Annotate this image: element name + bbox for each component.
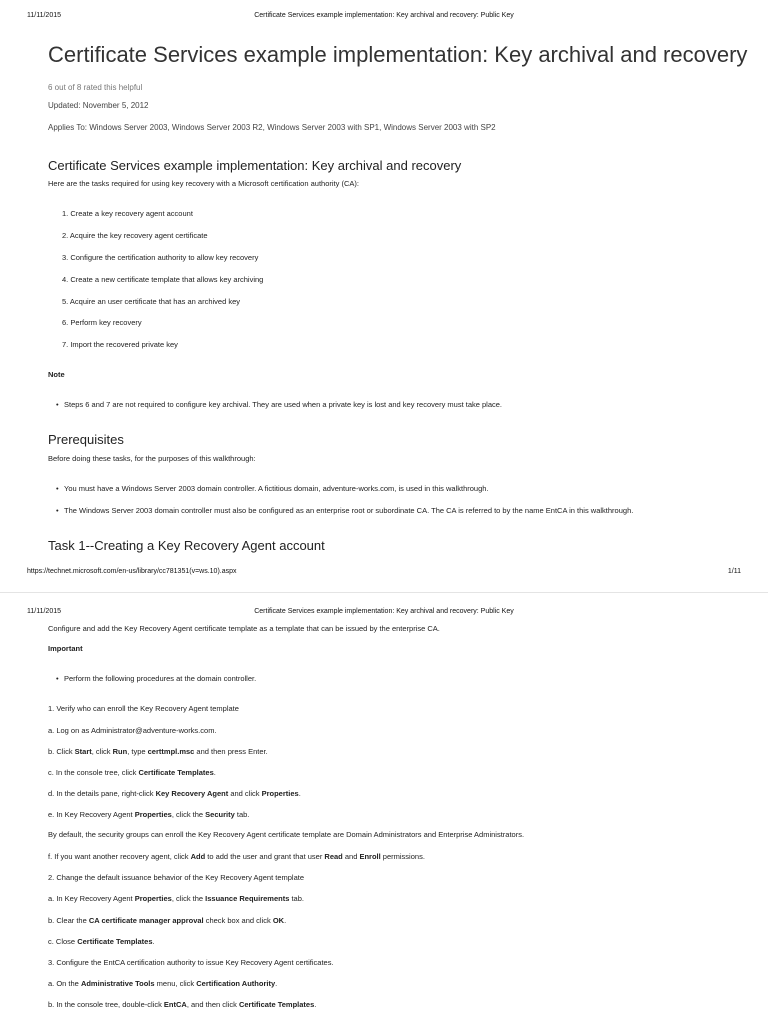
text-segment: , type [127, 747, 148, 756]
ui-term-bold: Read [324, 852, 343, 861]
ui-term-bold: Properties [134, 810, 172, 819]
note-item: • Steps 6 and 7 are not required to configure key archival. They are used when a private key is lost and key recovery must take place. [64, 400, 502, 409]
page-header [0, 608, 768, 620]
ui-term-bold: certtmpl.msc [147, 747, 195, 756]
step-1b [48, 747, 268, 756]
page-2 [0, 600, 768, 1024]
text-segment: , click [91, 747, 113, 756]
task-item: 2. Acquire the key recovery agent certificate [62, 231, 208, 240]
ui-term-bold: Administrative Tools [80, 979, 155, 988]
step-1a: a. Log on as Administrator@adventure-works.com. [48, 726, 217, 735]
text-segment: b. In the console tree, double-click [48, 1000, 164, 1009]
text-segment: . [213, 768, 216, 777]
text-segment: . [314, 1000, 317, 1009]
ui-term-bold: Certificate Templates [77, 937, 153, 946]
step-1e [48, 810, 249, 819]
ui-term-bold: Security [205, 810, 235, 819]
prerequisite-item: • The Windows Server 2003 domain controller must also be configured as an enterprise root or subordinate CA. The CA is referred to by the name EntCA in this walkthrough. [64, 506, 633, 515]
ui-term-bold: Properties [134, 894, 172, 903]
configure-text: Configure and add the Key Recovery Agent certificate template as a template that can be issued by the enterprise CA. [48, 624, 440, 633]
default-note: By default, the security groups can enroll the Key Recovery Agent certificate template are Domain Administrators and Enterprise Administrators. [48, 830, 525, 839]
updated-date: Updated: November 5, 2012 [48, 101, 149, 110]
ui-term-bold: CA certificate manager approval [88, 916, 204, 925]
step-1f [48, 852, 425, 861]
ui-term-bold: EntCA [163, 1000, 187, 1009]
task-item: 4. Create a new certificate template that allows key archiving [62, 275, 264, 284]
text-segment: . [275, 979, 278, 988]
prerequisite-item: • You must have a Windows Server 2003 domain controller. A fictitious domain, adventure-works.com, is used in this walkthrough. [64, 484, 489, 493]
text-segment: a. In Key Recovery Agent [48, 894, 135, 903]
task-item: 3. Configure the certification authority to allow key recovery [62, 253, 259, 262]
text-segment: tab. [234, 810, 250, 819]
ui-term-bold: Certificate Templates [138, 768, 214, 777]
applies-to: Applies To: Windows Server 2003, Windows Server 2003 R2, Windows Server 2003 with SP1, Windows Server 2003 with SP2 [48, 123, 496, 132]
ui-term-bold: Enroll [359, 852, 381, 861]
step-1d [48, 789, 301, 798]
text-segment: check box and click [203, 916, 273, 925]
step-3a [48, 979, 277, 988]
step-2b [48, 916, 286, 925]
header-title: Certificate Services example implementation: Key archival and recovery: Public Key [254, 12, 514, 19]
text-segment: . [298, 789, 301, 798]
rating-text: 6 out of 8 rated this helpful [48, 83, 143, 92]
task-item: 7. Import the recovered private key [62, 340, 178, 349]
step-1-heading: 1. Verify who can enroll the Key Recovery Agent template [48, 704, 239, 713]
prerequisites-intro: Before doing these tasks, for the purposes of this walkthrough: [48, 454, 256, 463]
text-segment: to add the user and grant that user [205, 852, 325, 861]
text-segment: , click the [171, 894, 206, 903]
section-title: Certificate Services example implementation: Key archival and recovery [48, 158, 462, 173]
ui-term-bold: Start [74, 747, 92, 756]
ui-term-bold: Certificate Templates [238, 1000, 315, 1009]
main-title: Certificate Services example implementation: Key archival and recovery [48, 42, 748, 67]
step-2c [48, 937, 155, 946]
text-segment: b. Clear the [48, 916, 89, 925]
text-segment: , click the [171, 810, 206, 819]
text-segment: tab. [289, 894, 304, 903]
important-label: Important [48, 644, 83, 653]
step-3-heading: 3. Configure the EntCA certification authority to issue Key Recovery Agent certificates. [48, 958, 334, 967]
text-segment: . [284, 916, 287, 925]
step-3b [48, 1000, 316, 1009]
ui-term-bold: OK [272, 916, 285, 925]
ui-term-bold: Add [190, 852, 206, 861]
text-segment: c. In the console tree, click [48, 768, 139, 777]
text-segment: . [152, 937, 155, 946]
header-title: Certificate Services example implementation: Key archival and recovery: Public Key [254, 608, 514, 615]
ui-term-bold: Run [112, 747, 128, 756]
text-segment: and [342, 852, 360, 861]
text-segment: e. In Key Recovery Agent [48, 810, 135, 819]
task-item: 5. Acquire an user certificate that has an archived key [62, 297, 241, 306]
text-segment: f. If you want another recovery agent, click [48, 852, 191, 861]
note-label: Note [48, 370, 65, 379]
text-segment: b. Click [48, 747, 75, 756]
page-footer [0, 568, 768, 580]
step-2a [48, 894, 304, 903]
ui-term-bold: Key Recovery Agent [155, 789, 229, 798]
task1-title: Task 1--Creating a Key Recovery Agent account [48, 538, 325, 553]
ui-term-bold: Issuance Requirements [205, 894, 290, 903]
footer-url[interactable]: https://technet.microsoft.com/en-us/library/cc781351(v=ws.10).aspx [27, 568, 237, 575]
footer-page-number: 1/11 [727, 568, 741, 575]
page-header [0, 12, 768, 24]
text-segment: permissions. [380, 852, 425, 861]
step-2-heading: 2. Change the default issuance behavior of the Key Recovery Agent template [48, 873, 304, 882]
important-item: • Perform the following procedures at the domain controller. [64, 674, 256, 683]
text-segment: a. On the [48, 979, 81, 988]
page-separator [0, 592, 768, 593]
ui-term-bold: Properties [261, 789, 299, 798]
step-1c [48, 768, 216, 777]
text-segment: and click [228, 789, 262, 798]
text-segment: , and then click [186, 1000, 239, 1009]
text-segment: d. In the details pane, right-click [48, 789, 156, 798]
text-segment: menu, click [154, 979, 197, 988]
header-date: 11/11/2015 [27, 608, 61, 615]
text-segment: and then press Enter. [194, 747, 268, 756]
text-segment: c. Close [48, 937, 78, 946]
task-item: 1. Create a key recovery agent account [62, 209, 193, 218]
ui-term-bold: Certification Authority [196, 979, 276, 988]
header-date: 11/11/2015 [27, 12, 61, 19]
task-item: 6. Perform key recovery [62, 318, 142, 327]
prerequisites-title: Prerequisites [48, 432, 124, 447]
intro-text: Here are the tasks required for using key recovery with a Microsoft certification authority (CA): [48, 179, 359, 188]
